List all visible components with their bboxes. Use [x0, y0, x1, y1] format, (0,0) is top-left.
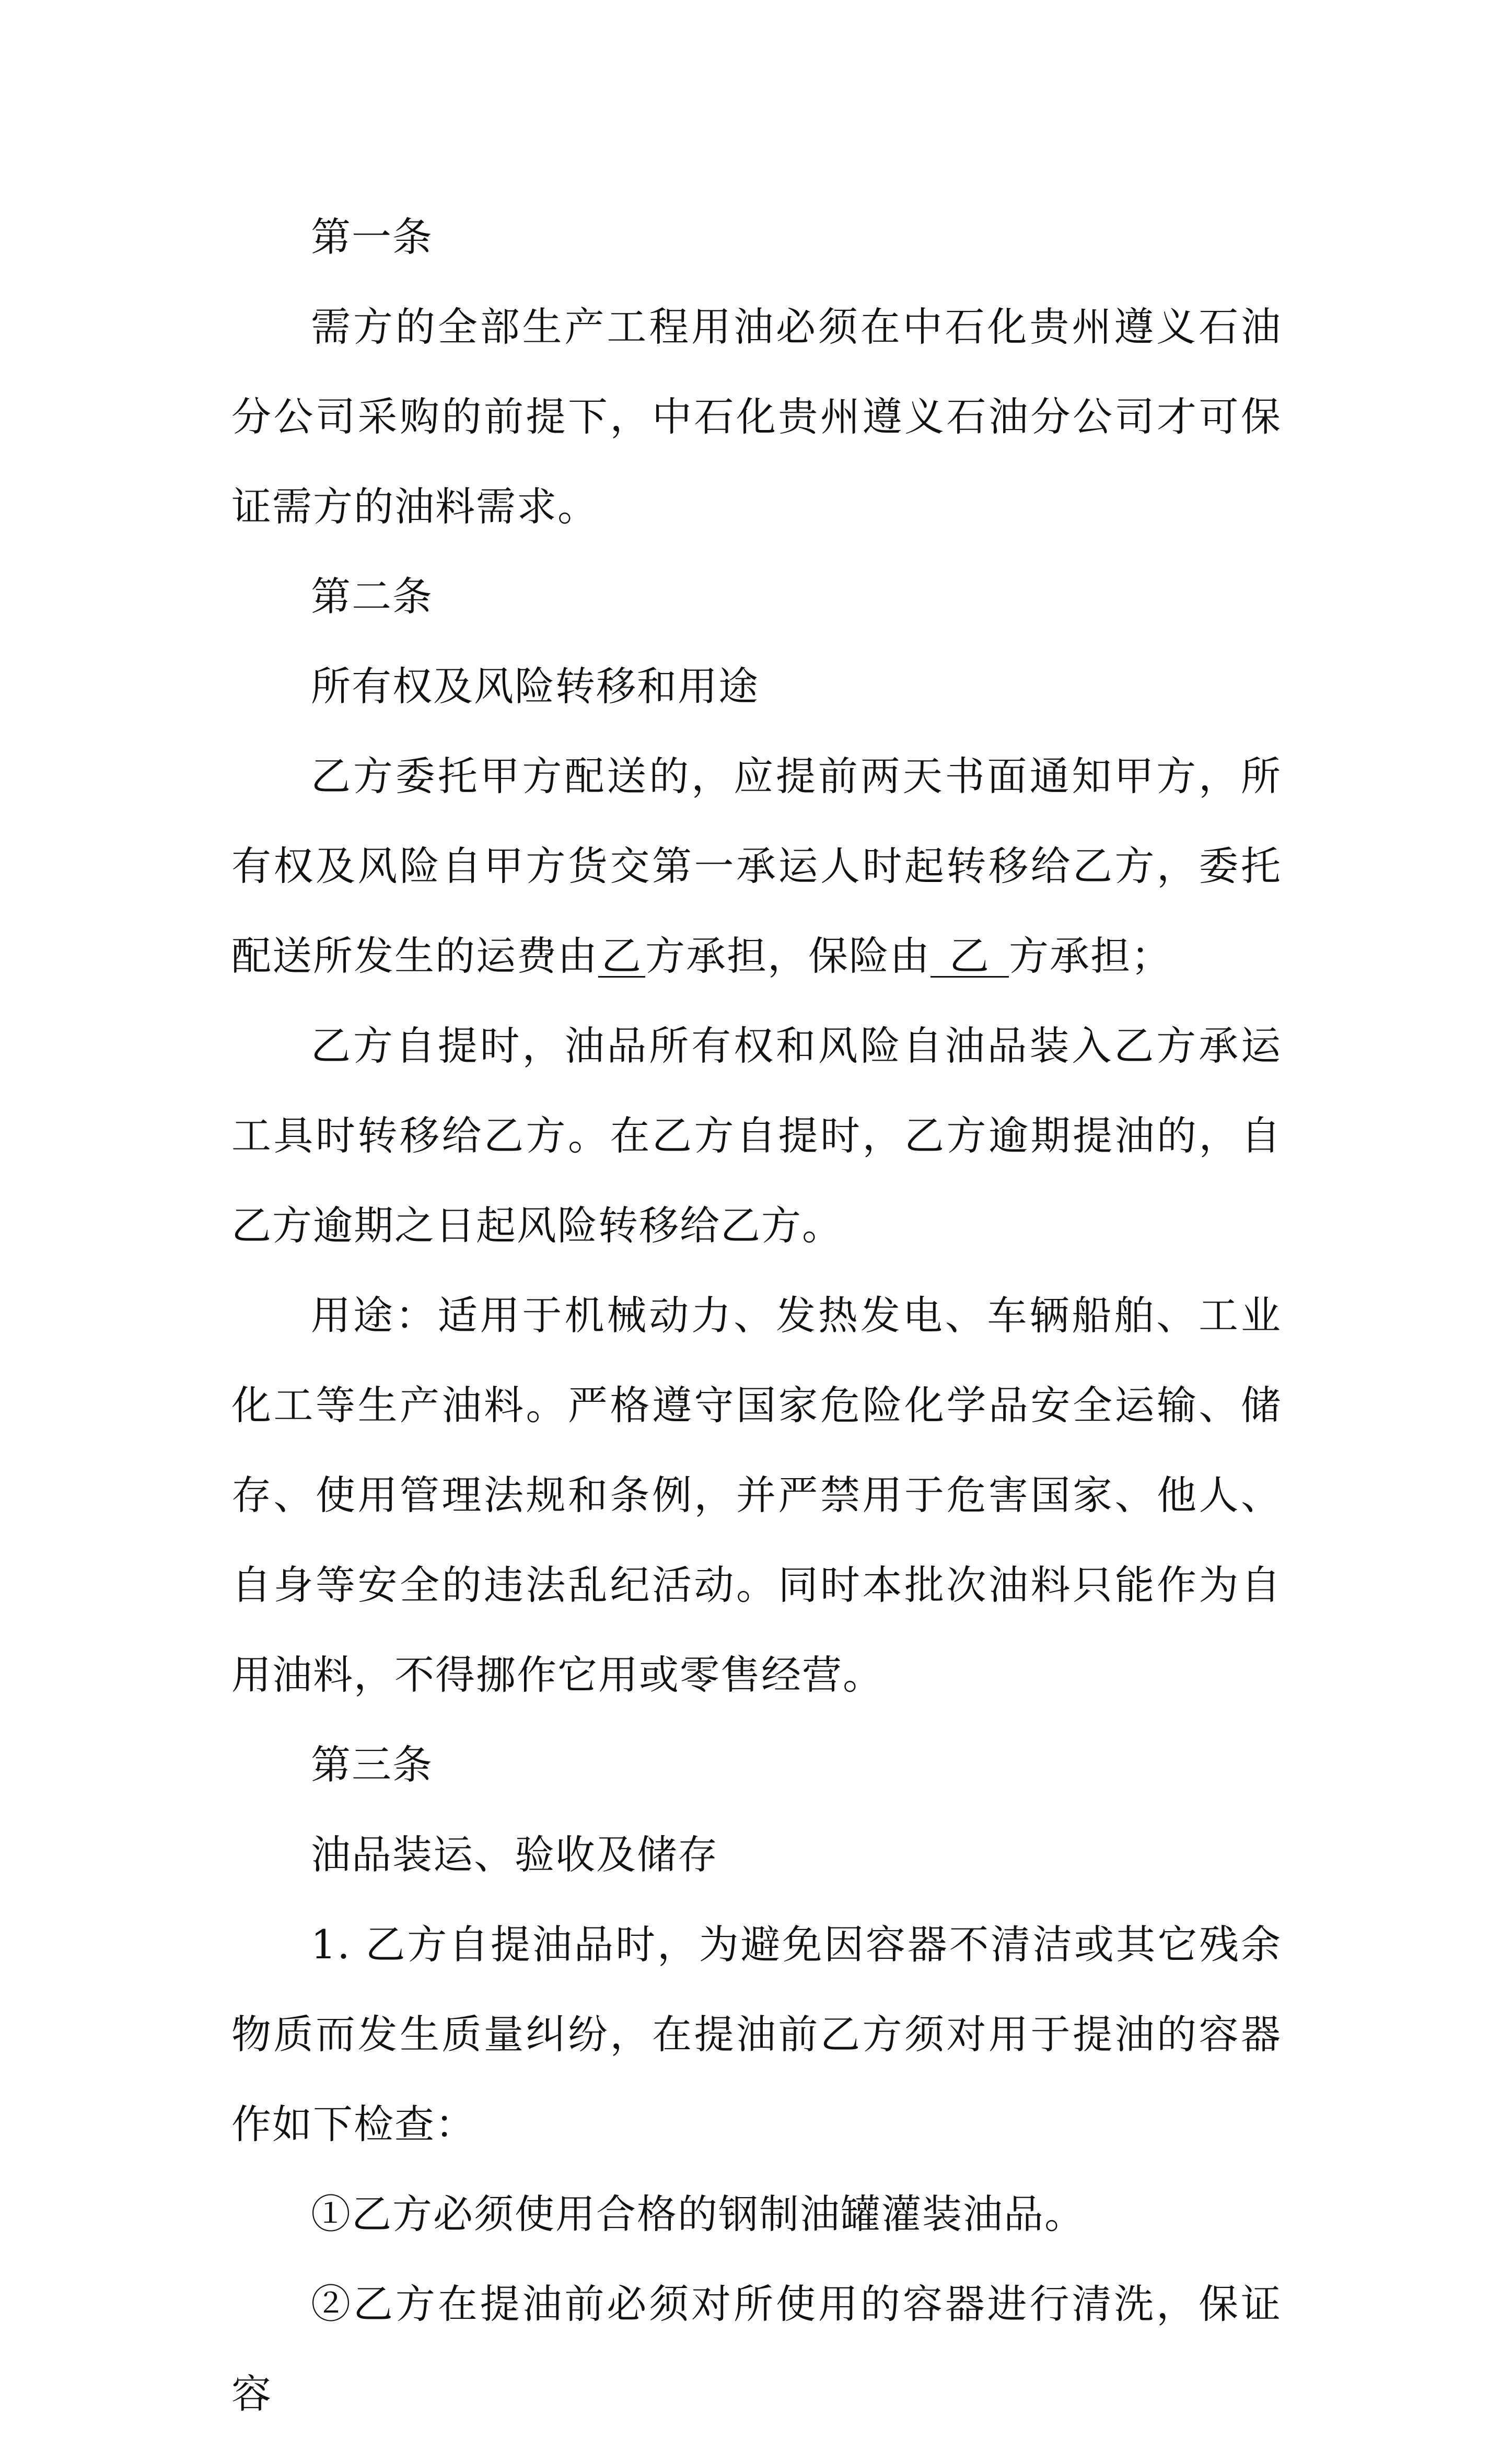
contract-text: [231, 192, 1282, 2439]
delivery-text-before: 乙方委托甲方配送的，应提前两天书面通知甲方，所有权及风险自甲方货交第一承运人时起转移给乙方，委托配送所发生的运费由: [231, 753, 1282, 979]
article1-body: 需方的全部生产工程用油必须在中石化贵州遵义石油分公司采购的前提下，中石化贵州遵义石油分公司才可保证需方的油料需求。: [231, 304, 1282, 530]
article3-heading: 第三条: [311, 1741, 433, 1788]
article3-subheading: 油品装运、验收及储存: [311, 1831, 718, 1878]
delivery-text-after: 方承担；: [1009, 933, 1172, 979]
article2-subheading: 所有权及风险转移和用途: [311, 663, 759, 710]
article3-check1: ①乙方必须使用合格的钢制油罐灌装油品。: [311, 2191, 1085, 2237]
article1-heading: 第一条: [311, 214, 433, 260]
article2-paragraph-self-pickup: 乙方自提时，油品所有权和风险自油品装入乙方承运工具时转移给乙方。在乙方自提时，乙方逾期提油的，自乙方逾期之日起风险转移给乙方。: [231, 1023, 1282, 1249]
article3-check2: ②乙方在提油前必须对所使用的容器进行清洗，保证容: [231, 2281, 1282, 2417]
article2-paragraph-delivery: [231, 731, 1282, 1001]
article2-paragraph-usage: 用途：适用于机械动力、发热发电、车辆船舶、工业化工等生产油料。严格遵守国家危险化学品安全运输、储存、使用管理法规和条例，并严禁用于危害国家、他人、自身等安全的违法乱纪活动。同时本批次油料只能作为自用油料，不得挪作它用或零售经营。: [231, 1292, 1282, 1698]
freight-party-blank: 乙: [598, 936, 645, 978]
delivery-text-middle: 方承担，保险由: [645, 933, 931, 979]
insurance-party-blank: 乙: [931, 936, 1009, 978]
article3-item1: 1. 乙方自提油品时，为避免因容器不清洁或其它残余物质而发生质量纠纷，在提油前乙方须对用于提油的容器作如下检查：: [231, 1921, 1282, 2147]
article2-heading: 第二条: [311, 573, 433, 620]
